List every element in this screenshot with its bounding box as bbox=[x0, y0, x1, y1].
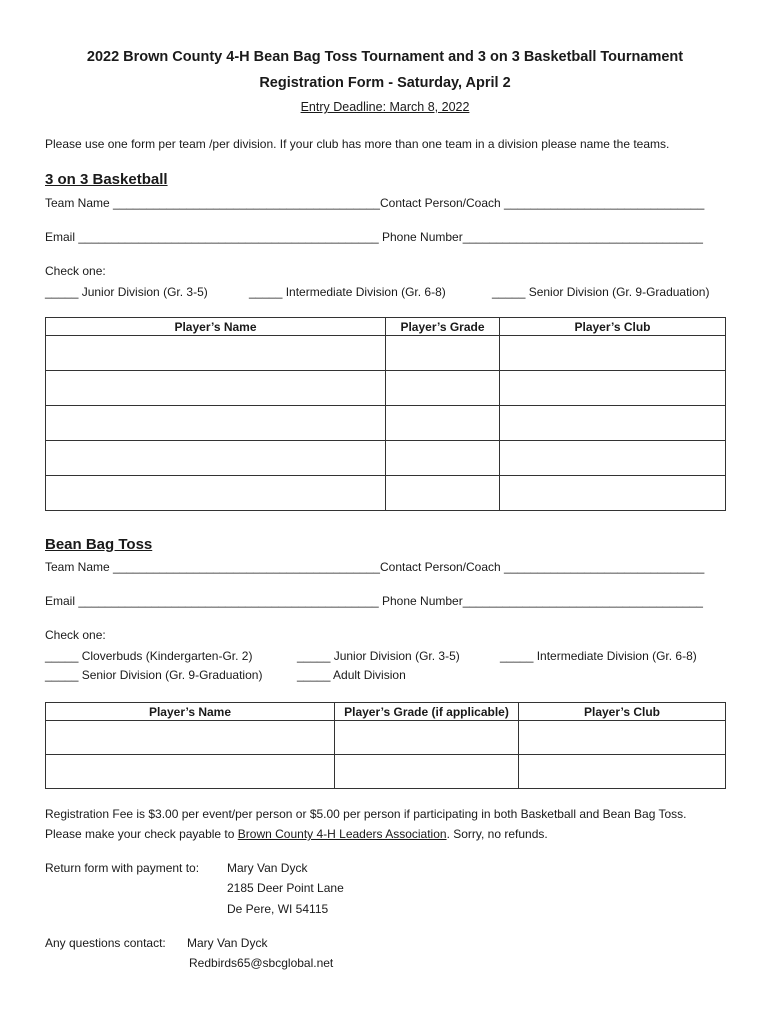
payable-suffix: . Sorry, no refunds. bbox=[446, 827, 548, 841]
player-name-cell[interactable] bbox=[46, 406, 386, 441]
player-name-cell[interactable] bbox=[46, 336, 386, 371]
table-row bbox=[46, 371, 726, 406]
player-club-cell[interactable] bbox=[500, 336, 726, 371]
questions-email[interactable]: Redbirds65@sbcglobal.net bbox=[189, 956, 334, 970]
basketball-option-junior[interactable]: _____ Junior Division (Gr. 3-5) bbox=[45, 285, 208, 299]
return-street: 2185 Deer Point Lane bbox=[227, 881, 344, 895]
col-header-player-club: Player’s Club bbox=[500, 318, 726, 336]
player-name-cell[interactable] bbox=[46, 371, 386, 406]
table-row bbox=[46, 336, 726, 371]
player-grade-cell[interactable] bbox=[335, 721, 519, 755]
col-header-player-name: Player’s Name bbox=[46, 703, 335, 721]
return-label: Return form with payment to: bbox=[45, 861, 200, 875]
beanbag-heading: Bean Bag Toss bbox=[45, 536, 153, 553]
payable-text bbox=[45, 827, 548, 841]
player-club-cell[interactable] bbox=[500, 476, 726, 511]
basketball-option-senior[interactable]: _____ Senior Division (Gr. 9-Graduation) bbox=[492, 285, 710, 299]
form-title-line2: Registration Form - Saturday, April 2 bbox=[259, 75, 511, 91]
basketball-check-one-label: Check one: bbox=[45, 264, 106, 278]
intro-text: Please use one form per team /per division. If your club has more than one team in a division please name the teams. bbox=[45, 137, 670, 151]
beanbag-option-intermediate[interactable]: _____ Intermediate Division (Gr. 6-8) bbox=[500, 649, 697, 663]
col-header-player-grade: Player’s Grade (if applicable) bbox=[335, 703, 519, 721]
col-header-player-name: Player’s Name bbox=[46, 318, 386, 336]
basketball-team-contact-line[interactable]: Team Name ________________________________________Contact Person/Coach ______________________________ bbox=[45, 196, 705, 210]
table-header-row bbox=[46, 703, 726, 721]
fee-text: Registration Fee is $3.00 per event/per person or $5.00 per person if participating in both Basketball and Bean Bag Toss. bbox=[45, 807, 687, 821]
basketball-option-intermediate[interactable]: _____ Intermediate Division (Gr. 6-8) bbox=[249, 285, 446, 299]
questions-label: Any questions contact: bbox=[45, 936, 166, 950]
return-name: Mary Van Dyck bbox=[227, 861, 308, 875]
payable-prefix: Please make your check payable to bbox=[45, 827, 238, 841]
col-header-player-club: Player’s Club bbox=[519, 703, 726, 721]
questions-name: Mary Van Dyck bbox=[187, 936, 268, 950]
beanbag-team-contact-line[interactable]: Team Name ________________________________________Contact Person/Coach ______________________________ bbox=[45, 560, 705, 574]
player-grade-cell[interactable] bbox=[386, 476, 500, 511]
player-name-cell[interactable] bbox=[46, 721, 335, 755]
beanbag-option-junior[interactable]: _____ Junior Division (Gr. 3-5) bbox=[297, 649, 460, 663]
player-club-cell[interactable] bbox=[519, 721, 726, 755]
player-club-cell[interactable] bbox=[500, 406, 726, 441]
beanbag-email-phone-line[interactable]: Email _____________________________________________ Phone Number____________________________________ bbox=[45, 594, 703, 608]
player-name-cell[interactable] bbox=[46, 476, 386, 511]
player-grade-cell[interactable] bbox=[386, 336, 500, 371]
table-row bbox=[46, 441, 726, 476]
player-name-cell[interactable] bbox=[46, 441, 386, 476]
beanbag-option-senior[interactable]: _____ Senior Division (Gr. 9-Graduation) bbox=[45, 668, 263, 682]
basketball-heading: 3 on 3 Basketball bbox=[45, 171, 168, 188]
beanbag-option-cloverbuds[interactable]: _____ Cloverbuds (Kindergarten-Gr. 2) bbox=[45, 649, 253, 663]
player-grade-cell[interactable] bbox=[386, 406, 500, 441]
player-grade-cell[interactable] bbox=[335, 755, 519, 789]
return-city: De Pere, WI 54115 bbox=[227, 902, 329, 916]
basketball-player-table bbox=[45, 317, 726, 511]
table-row bbox=[46, 721, 726, 755]
beanbag-option-adult[interactable]: _____ Adult Division bbox=[297, 668, 406, 682]
form-title-line1: 2022 Brown County 4-H Bean Bag Toss Tournament and 3 on 3 Basketball Tournament bbox=[86, 49, 684, 65]
player-grade-cell[interactable] bbox=[386, 441, 500, 476]
player-name-cell[interactable] bbox=[46, 755, 335, 789]
table-header-row bbox=[46, 318, 726, 336]
beanbag-check-one-label: Check one: bbox=[45, 628, 106, 642]
player-grade-cell[interactable] bbox=[386, 371, 500, 406]
player-club-cell[interactable] bbox=[519, 755, 726, 789]
col-header-player-grade: Player’s Grade bbox=[386, 318, 500, 336]
entry-deadline: Entry Deadline: March 8, 2022 bbox=[300, 100, 470, 114]
table-row bbox=[46, 406, 726, 441]
basketball-email-phone-line[interactable]: Email _____________________________________________ Phone Number____________________________________ bbox=[45, 230, 703, 244]
player-club-cell[interactable] bbox=[500, 441, 726, 476]
table-row bbox=[46, 755, 726, 789]
table-row bbox=[46, 476, 726, 511]
beanbag-player-table bbox=[45, 702, 726, 789]
player-club-cell[interactable] bbox=[500, 371, 726, 406]
payee-name: Brown County 4-H Leaders Association bbox=[237, 827, 447, 841]
